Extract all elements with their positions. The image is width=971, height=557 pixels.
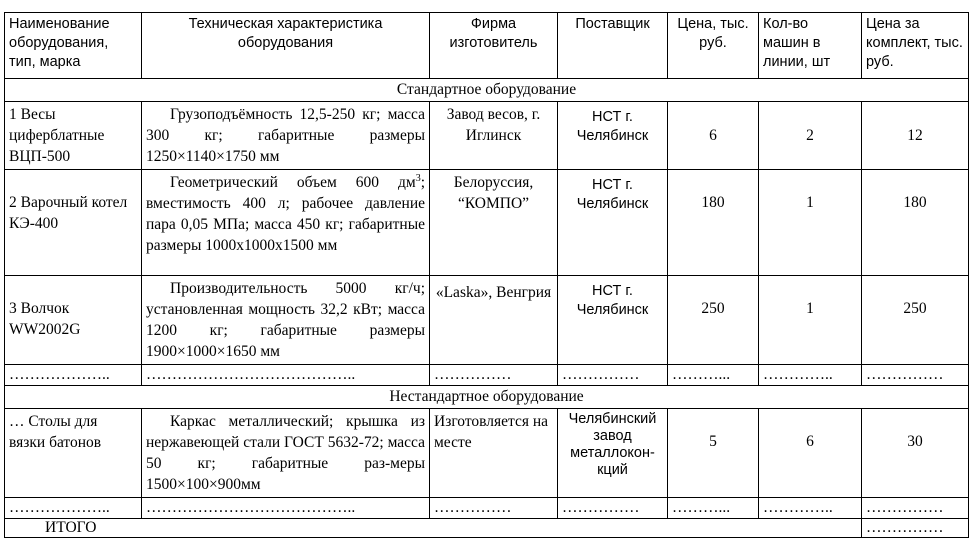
row4-qty: 6 [759, 409, 862, 498]
row2-supplier: НСТ г. Челябинск [558, 170, 668, 276]
equipment-table [4, 12, 969, 538]
dots1-maker: …………… [430, 365, 558, 386]
dots2-qty: ………….. [759, 498, 862, 519]
dots1-tech: ………………………………….. [142, 365, 430, 386]
dots1-qty: ………….. [759, 365, 862, 386]
dots2-total: …………… [862, 498, 969, 519]
row2-price: 180 [668, 170, 759, 276]
row1-total: 12 [862, 102, 969, 170]
table-row [5, 365, 969, 386]
row3-name: 3 Волчок WW2002G [5, 276, 142, 365]
row2-tech-a: Геометрический объем 600 дм [170, 174, 416, 191]
table-row [5, 170, 969, 276]
row2-tech-b: ; вместимость 400 л; рабочее давление пара 0,05 МПа; масса 450 кг; габаритные размеры 1000х1000х1500 мм [146, 174, 425, 254]
dots1-supplier: …………… [558, 365, 668, 386]
row3-tech: Производительность 5000 кг/ч; установленная мощность 32,2 кВт; масса 1200 кг; габаритные размеры 1900×1000×1650 мм [142, 276, 430, 365]
row2-qty: 1 [759, 170, 862, 276]
equipment-table-sheet [4, 12, 968, 538]
row1-tech: Грузоподъёмность 12,5-250 кг; масса 300 кг; габаритные размеры 1250×1140×1750 мм [142, 102, 430, 170]
dots2-name: ……………….. [5, 498, 142, 519]
total-label-text: ИТОГО [45, 519, 97, 536]
row2-tech-sup: 3 [415, 172, 421, 184]
section-standard-row [5, 79, 969, 102]
dots2-tech: ………………………………….. [142, 498, 430, 519]
row3-qty: 1 [759, 276, 862, 365]
total-label [5, 519, 862, 538]
dots2-maker: …………… [430, 498, 558, 519]
dots1-name: ……………….. [5, 365, 142, 386]
header-price: Цена, тыс. руб. [668, 13, 759, 79]
table-row [5, 102, 969, 170]
section-nonstandard-row [5, 386, 969, 409]
row1-supplier: НСТ г. Челябинск [558, 102, 668, 170]
row3-price: 250 [668, 276, 759, 365]
table-row [5, 409, 969, 498]
total-row [5, 519, 969, 538]
header-qty: Кол-во машин в линии, шт [759, 13, 862, 79]
row1-name: 1 Весы циферблатные ВЦП-500 [5, 102, 142, 170]
section-standard-title: Стандартное оборудование [5, 79, 969, 102]
dots2-supplier: …………… [558, 498, 668, 519]
table-row [5, 276, 969, 365]
dots2-price: ………... [668, 498, 759, 519]
row4-tech: Каркас металлический; крышка из нержавеющей стали ГОСТ 5632-72; масса 50 кг; габаритные раз-меры 1500×100×900мм [142, 409, 430, 498]
total-value: …………… [862, 519, 969, 538]
row4-supplier: Челябинский завод металлокон-кций [558, 409, 668, 498]
row3-total: 250 [862, 276, 969, 365]
row3-supplier: НСТ г. Челябинск [558, 276, 668, 365]
header-name: Наименование оборудования, тип, марка [5, 13, 142, 79]
header-tech: Техническая характеристика оборудования [142, 13, 430, 79]
row2-tech [142, 170, 430, 276]
row1-price: 6 [668, 102, 759, 170]
row2-total: 180 [862, 170, 969, 276]
dots1-total: …………… [862, 365, 969, 386]
row2-name-text: 2 Варочный котел КЭ-400 [9, 194, 128, 232]
row4-price: 5 [668, 409, 759, 498]
dots1-price: ………... [668, 365, 759, 386]
header-row [5, 13, 969, 79]
table-row [5, 498, 969, 519]
row4-total: 30 [862, 409, 969, 498]
row2-name [5, 170, 142, 276]
header-total-price: Цена за комплект, тыс. руб. [862, 13, 969, 79]
row3-maker: «Laska», Венгрия [430, 276, 558, 365]
row4-maker: Изготовляется на месте [430, 409, 558, 498]
row1-maker: Завод весов, г. Иглинск [430, 102, 558, 170]
row1-qty: 2 [759, 102, 862, 170]
row4-name: … Столы для вязки батонов [5, 409, 142, 498]
section-nonstandard-title: Нестандартное оборудование [5, 386, 969, 409]
row2-maker: Белоруссия, “КОМПО” [430, 170, 558, 276]
header-supplier: Поставщик [558, 13, 668, 79]
header-maker: Фирма изготовитель [430, 13, 558, 79]
